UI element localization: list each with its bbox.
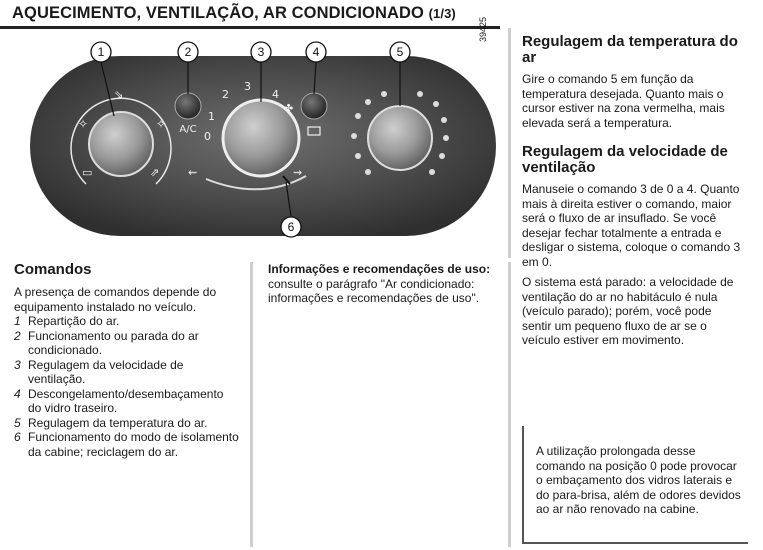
callout-3 bbox=[251, 42, 271, 62]
title-part: (1/3) bbox=[428, 6, 456, 21]
callout-2 bbox=[178, 42, 198, 62]
note-text: A utilização prolongada desse comando na posição 0 pode provocar o embaçamento dos vidros laterais e do para-brisa, além de odores devidos ao ar não renovado na cabine. bbox=[536, 444, 741, 516]
isolation-icon: ⇝ bbox=[293, 166, 303, 179]
recirculation-icon: ⇜ bbox=[188, 166, 198, 179]
list-item bbox=[14, 387, 240, 416]
item-number: 6 bbox=[14, 430, 21, 444]
fan-icon: ✤ bbox=[284, 102, 294, 115]
item-number: 2 bbox=[14, 328, 21, 343]
list-item bbox=[14, 314, 240, 329]
comandos-heading: Comandos bbox=[14, 261, 92, 278]
column-divider bbox=[508, 28, 511, 258]
svg-text:✧: ✧ bbox=[78, 117, 89, 131]
regulagem-section bbox=[522, 34, 744, 362]
ventilacao-p2: O sistema está parado: a velocidade de ventilação do ar no habitáculo é nula (veículo parado); porém, você pode sentir um pequeno fluxo de ar se o veículo estiver em movimento. bbox=[522, 275, 734, 347]
page-title bbox=[12, 4, 456, 23]
temperatura-heading: Regulagem da temperatura do ar bbox=[522, 33, 738, 66]
list-item bbox=[14, 358, 240, 387]
callout-5-label: 5 bbox=[396, 45, 404, 59]
control-panel-figure bbox=[28, 36, 498, 246]
info-lead: Informações e recomendações de uso: bbox=[268, 262, 491, 276]
item-text: Repartição do ar. bbox=[28, 314, 120, 328]
callout-4-label: 4 bbox=[312, 45, 320, 59]
info-text: consulte o parágrafo "Ar condicionado: informações e recomendações de uso". bbox=[268, 276, 480, 305]
item-text: Regulagem da velocidade de ventilação. bbox=[28, 357, 184, 386]
list-item bbox=[14, 329, 240, 358]
fan-mark-4: 4 bbox=[272, 88, 279, 101]
callout-1-label: 1 bbox=[97, 45, 105, 59]
comandos-intro: A presença de comandos depende do equipamento instalado no veículo. bbox=[14, 285, 217, 314]
item-text: Descongelamento/desembaçamento do vidro traseiro. bbox=[28, 386, 224, 415]
fan-mark-2: 2 bbox=[222, 88, 229, 101]
list-item bbox=[14, 430, 240, 459]
svg-text:▭: ▭ bbox=[82, 166, 93, 179]
figure-reference: 39425 bbox=[478, 16, 488, 42]
callout-6 bbox=[281, 217, 301, 237]
item-text: Funcionamento ou parada do ar condicionado. bbox=[28, 328, 199, 357]
column-divider bbox=[508, 262, 511, 547]
comandos-section bbox=[14, 262, 240, 459]
callout-3-label: 3 bbox=[257, 45, 265, 59]
callout-6-label: 6 bbox=[287, 220, 295, 234]
ventilacao-block bbox=[522, 144, 744, 348]
list-item bbox=[14, 416, 240, 431]
item-number: 3 bbox=[14, 357, 21, 372]
callout-5 bbox=[390, 42, 410, 62]
ventilacao-p1: Manuseie o comando 3 de 0 a 4. Quanto mais à direita estiver o comando, maior será o fluxo de ar insuflado. Se você desejar fechar totalmente a entrada e desligar o sistema, coloque o comando 3 em 0. bbox=[522, 182, 741, 269]
ac-label: A/C bbox=[179, 124, 197, 135]
item-number: 1 bbox=[14, 314, 21, 328]
callout-1 bbox=[91, 42, 111, 62]
svg-text:✧: ✧ bbox=[156, 117, 167, 131]
item-number: 5 bbox=[14, 415, 21, 430]
column-divider bbox=[250, 262, 253, 547]
note-box bbox=[522, 426, 748, 544]
fan-mark-0: 0 bbox=[204, 130, 211, 143]
callout-4 bbox=[306, 42, 326, 62]
info-section bbox=[268, 262, 493, 306]
info-paragraph bbox=[268, 262, 493, 306]
item-number: 4 bbox=[14, 386, 21, 401]
item-text: Funcionamento do modo de isolamento da cabine; reciclagem do ar. bbox=[28, 430, 239, 459]
fan-mark-3: 3 bbox=[244, 80, 251, 93]
temperatura-text: Gire o comando 5 em função da temperatura desejada. Quanto mais o cursor estiver na zona vermelha, mais elevada será a temperatura. bbox=[522, 72, 725, 130]
title-rule bbox=[0, 26, 500, 29]
title-text: AQUECIMENTO, VENTILAÇÃO, AR CONDICIONADO bbox=[12, 4, 424, 22]
fan-mark-1: 1 bbox=[208, 110, 215, 123]
callout-2-label: 2 bbox=[184, 45, 192, 59]
comandos-list bbox=[14, 314, 240, 459]
svg-text:⇘: ⇘ bbox=[114, 88, 124, 101]
item-text: Regulagem da temperatura do ar. bbox=[28, 415, 208, 430]
temperatura-block bbox=[522, 34, 744, 130]
ventilacao-heading: Regulagem da velocidade de ventilação bbox=[522, 143, 728, 176]
svg-text:⇗: ⇗ bbox=[150, 166, 160, 179]
